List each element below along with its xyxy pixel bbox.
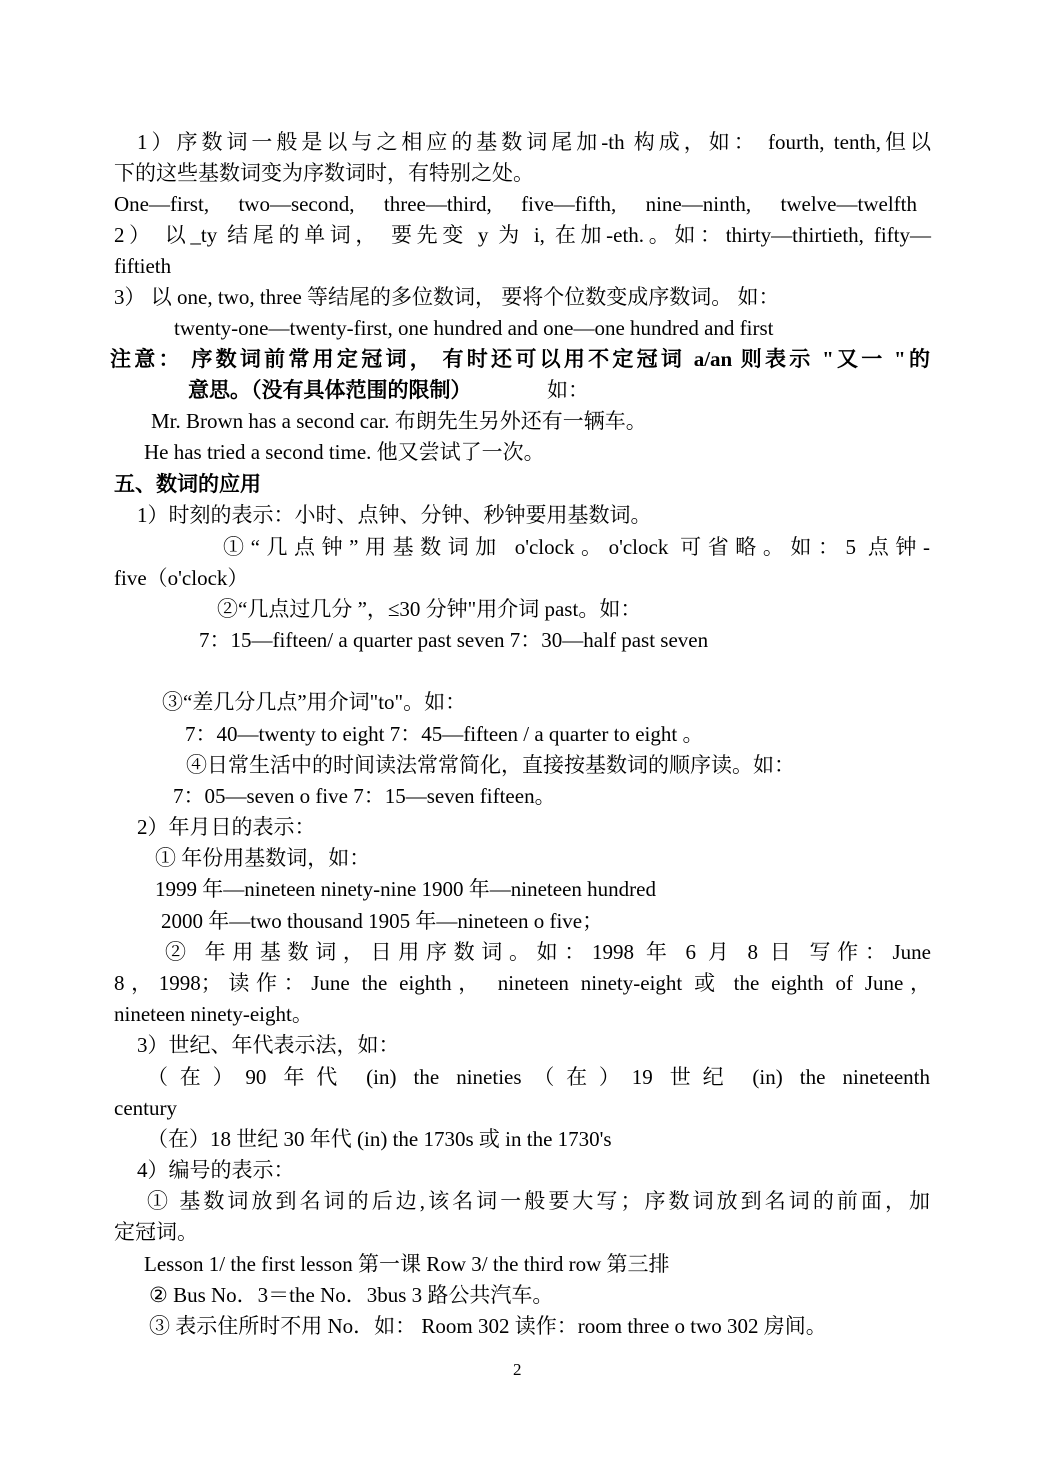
text-line: century <box>114 1096 177 1120</box>
text-line: （在）90 年代 (in) the nineties（在）19 世纪 (in) the nineteenth <box>147 1065 930 1089</box>
text-line: He has tried a second time. 他又尝试了一次。 <box>144 440 545 464</box>
page-number: 2 <box>513 1360 522 1379</box>
text-line: twenty-one—twenty-first, one hundred and one—one hundred and first <box>174 316 774 340</box>
text-line: 4）编号的表示： <box>137 1158 295 1182</box>
text-line: ② Bus No．3＝the No．3bus 3 路公共汽车。 <box>149 1283 554 1307</box>
text-line: ④日常生活中的时间读法常常简化，直接按基数词的顺序读。如： <box>186 753 795 777</box>
text-line: ① 基数词放到名词的后边,该名词一般要大写；序数词放到名词的前面，加 <box>147 1189 930 1213</box>
text-line: ③ 表示住所时不用 No．如： Room 302 读作：room three o two 302 房间。 <box>149 1314 827 1338</box>
text-line: 7：40—twenty to eight 7：45—fifteen / a quarter to eight 。 <box>185 722 704 746</box>
text-line: 1）序数词一般是以与之相应的基数词尾加-th 构成，如： fourth, tenth,但以 <box>137 130 931 154</box>
text-line: One—first, two—second, three—third, five—fifth, nine—ninth, twelve—twelfth <box>114 192 917 216</box>
text-line: 7：15—fifteen/ a quarter past seven 7：30—half past seven <box>199 628 709 652</box>
text-line: Mr. Brown has a second car. 布朗先生另外还有一辆车。 <box>151 409 647 433</box>
text-line: 如： <box>547 378 589 402</box>
text-line: （在）18 世纪 30 年代 (in) the 1730s 或 in the 1730's <box>147 1127 612 1151</box>
text-line: nineteen ninety-eight。 <box>114 1002 313 1026</box>
text-line: five（o'clock） <box>114 566 249 590</box>
text-line: 2000 年—two thousand 1905 年—nineteen o five； <box>161 909 604 933</box>
text-line: ① 年份用基数词，如： <box>155 846 371 870</box>
text-line: ③“差几分几点”用介词"to"。如： <box>162 690 467 714</box>
text-line: Lesson 1/ the first lesson 第一课 Row 3/ the third row 第三排 <box>144 1252 670 1276</box>
text-line: ①“几点钟”用基数词加 o'clock。o'clock 可省略。如：5 点钟- <box>223 535 930 559</box>
text-line: 1）时刻的表示：小时、点钟、分钟、秒钟要用基数词。 <box>137 503 652 527</box>
text-line: ②“几点过几分 ”，≤30 分钟"用介词 past。如： <box>217 597 642 621</box>
text-line: 3）世纪、年代表示法，如： <box>137 1033 400 1057</box>
text-line: 定冠词。 <box>114 1220 198 1244</box>
note-heading: 注意： 序数词前常用定冠词， 有时还可以用不定冠词 a/an 则表示 "又一 "的 <box>110 347 930 371</box>
text-line: 下的这些基数词变为序数词时，有特别之处。 <box>114 161 534 185</box>
text-line: 2） 以_ty 结尾的单词， 要先变 y 为 i, 在加-eth.。如：thirty—thirtieth, fifty— <box>114 223 931 247</box>
section-heading: 五、数词的应用 <box>114 472 261 496</box>
text-line: 1999 年—nineteen ninety-nine 1900 年—nineteen hundred <box>155 877 656 901</box>
text-line: ② 年用基数词，日用序数词。如：1998 年 6 月 8 日 写作：June <box>165 940 931 964</box>
note-text: 意思。（没有具体范围的限制） <box>188 378 472 402</box>
text-line: fiftieth <box>114 254 172 278</box>
text-line: 3） 以 one, two, three 等结尾的多位数词， 要将个位数变成序数词。 如： <box>114 285 780 309</box>
text-line: 7：05—seven o five 7：15—seven fifteen。 <box>173 784 556 808</box>
text-line: 8，1998；读作：June the eighth， nineteen ninety-eight 或 the eighth of June， <box>114 971 931 995</box>
text-line: 2）年月日的表示： <box>137 815 316 839</box>
